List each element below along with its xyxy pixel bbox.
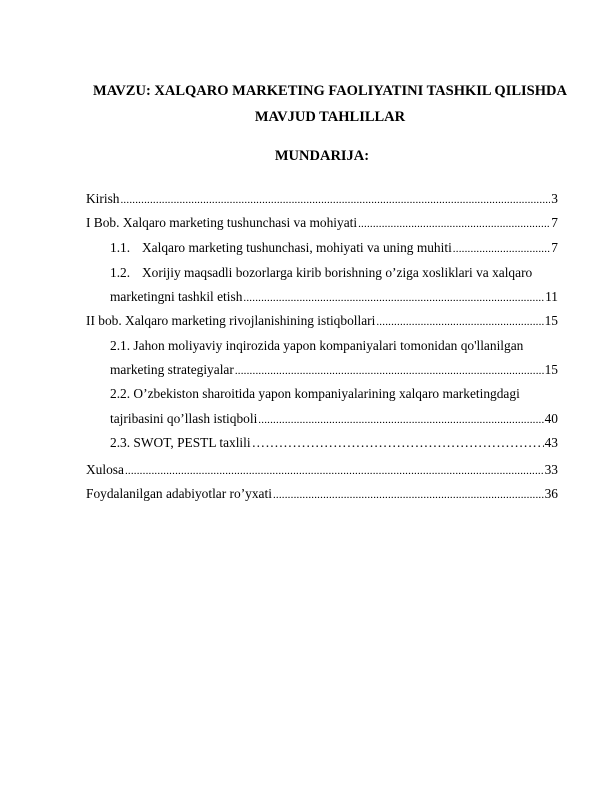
dot-leader: [376, 314, 543, 330]
toc-entry-bob1[interactable]: [86, 215, 558, 232]
toc-entry-1-1[interactable]: [110, 240, 558, 257]
toc-entry-label: I Bob. Xalqaro marketing tushunchasi va mohiyati: [86, 215, 358, 230]
ellipsis-leader: [252, 435, 544, 452]
toc-entry-label: tajribasini qo’llash istiqboli: [110, 411, 258, 426]
toc-entry-label: Xulosa: [86, 462, 124, 477]
dot-leader: [273, 487, 544, 503]
toc-entry-2-1-line2[interactable]: [110, 362, 558, 379]
toc-entry-label: marketingni tashkil etish: [110, 289, 243, 304]
toc-page-number: 15: [544, 313, 558, 328]
toc-entry-label: Foydalanilgan adabiyotlar ro’yxati: [86, 486, 272, 501]
toc-page-number: 43: [544, 435, 558, 450]
section-title: Xalqaro marketing tushunchasi, mohiyati va uning muhiti: [142, 240, 452, 255]
document-title-line2: MAVJUD TAHLILLAR: [254, 109, 406, 125]
dot-leader: [120, 192, 550, 208]
toc-entry-label: marketing strategiyalar: [110, 362, 234, 377]
toc-page-number: 15: [544, 362, 558, 377]
toc-entry-bob2[interactable]: [86, 313, 558, 330]
section-title: Xorijiy maqsadli bozorlarga kirib borishning o’ziga xosliklari va xalqaro: [142, 265, 533, 280]
toc-page-number: 40: [544, 411, 558, 426]
toc-entry-adabiyotlar[interactable]: [86, 486, 558, 503]
dot-leader: [453, 241, 551, 257]
toc-entry-kirish[interactable]: [86, 191, 558, 208]
toc-entry-1-2-line1[interactable]: [110, 265, 532, 281]
toc-entry-2-3[interactable]: [110, 435, 558, 452]
toc-page-number: 33: [544, 462, 558, 477]
dot-leader: [258, 412, 543, 428]
section-number: 1.2.: [110, 265, 131, 280]
dot-leader: [243, 290, 544, 306]
toc-page-number: 11: [545, 289, 558, 304]
toc-entry-label: 2.3. SWOT, PESTL taxlili: [110, 435, 251, 450]
toc-entry-2-2-line1[interactable]: 2.2. O’zbekiston sharoitida yapon kompaniyalarining xalqaro marketingdagi: [110, 386, 520, 401]
dot-leader: [358, 216, 550, 232]
toc-heading: MUNDARIJA:: [274, 148, 370, 164]
dot-leader: [235, 363, 544, 379]
document-title-line1: MAVZU: XALQARO MARKETING FAOLIYATINI TASHKIL QILISHDA: [93, 83, 567, 99]
section-number: 1.1.: [110, 240, 131, 255]
toc-entry-1-2-line2[interactable]: [110, 289, 558, 306]
toc-entry-2-1-line1[interactable]: 2.1. Jahon moliyaviy inqirozida yapon kompaniyalari tomonidan qo'llanilgan: [110, 338, 524, 353]
toc-page-number: 7: [551, 240, 558, 255]
toc-entry-xulosa[interactable]: [86, 462, 558, 479]
toc-entry-2-2-line2[interactable]: [110, 411, 558, 428]
toc-entry-label: II bob. Xalqaro marketing rivojlanishining istiqbollari: [86, 313, 376, 328]
toc-entry-label: Kirish: [86, 191, 120, 206]
toc-entry-label: [110, 240, 452, 256]
toc-page-number: 7: [551, 215, 558, 230]
toc-page-number: 36: [544, 486, 558, 501]
dot-leader: [125, 463, 544, 479]
toc-page-number: 3: [551, 191, 558, 206]
